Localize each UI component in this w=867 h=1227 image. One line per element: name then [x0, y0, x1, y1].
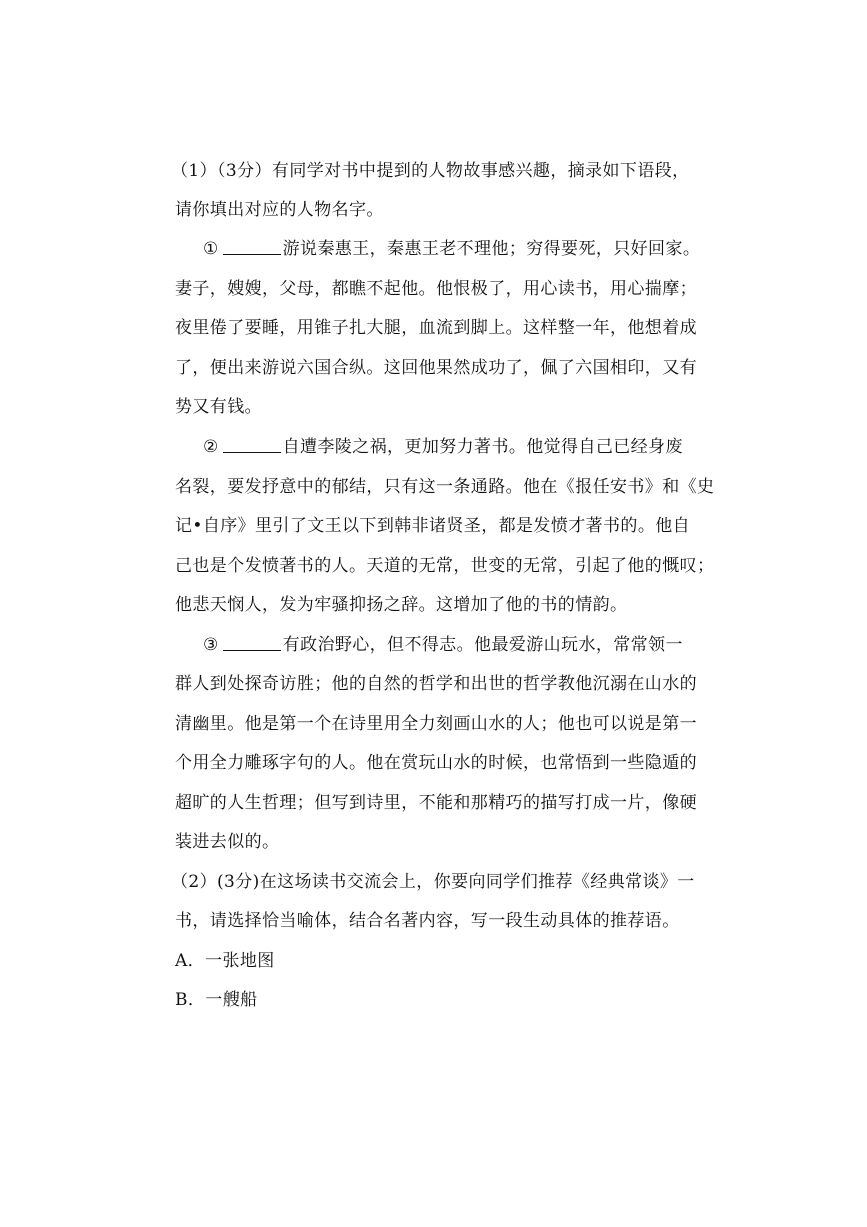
passage-1-line: 了，便出来游说六国合纵。这回他果然成功了，佩了六国相印，又有 — [175, 358, 697, 378]
q2-option-a: A．一张地图 — [175, 951, 275, 971]
answer-blank-2[interactable] — [223, 436, 281, 453]
q2-prompt-line2: 书，请选择恰当喻体，结合名著内容，写一段生动具体的推荐语。 — [175, 911, 680, 931]
passage-3-line: 超旷的人生哲理；但写到诗里，不能和那精巧的描写打成一片，像硬 — [175, 793, 697, 813]
q1-intro-line1: （1）（3分）有同学对书中提到的人物故事感兴趣，摘录如下语段， — [171, 161, 690, 181]
answer-blank-1[interactable] — [223, 238, 281, 255]
passage-2-line: 他悲天悯人，发为牢骚抑扬之辞。这增加了他的书的情韵。 — [175, 595, 628, 615]
passage-3-first-line — [203, 634, 683, 656]
passage-2-marker: ② — [203, 437, 219, 457]
passage-3-text: 有政治野心，但不得志。他最爱游山玩水，常常领一 — [282, 635, 683, 655]
passage-3-line: 装进去似的。 — [175, 832, 280, 852]
q2-option-b: B．一艘船 — [175, 990, 258, 1010]
passage-2-line: 记•自序》里引了文王以下到韩非诸贤圣，都是发愤才著书的。他自 — [175, 516, 691, 536]
passage-1-line: 势又有钱。 — [175, 397, 262, 417]
passage-2-text: 自遭李陵之祸，更加努力著书。他觉得自己已经身废 — [282, 437, 683, 457]
passage-3-line: 清幽里。他是第一个在诗里用全力刻画山水的人；他也可以说是第一 — [175, 714, 697, 734]
passage-2-first-line — [203, 436, 683, 458]
passage-2-line: 己也是个发愤著书的人。天道的无常，世变的无常，引起了他的慨叹； — [175, 556, 715, 576]
q1-intro-line2: 请你填出对应的人物名字。 — [175, 200, 384, 220]
passage-1-line: 妻子，嫂嫂，父母，都瞧不起他。他恨极了，用心读书，用心揣摩； — [175, 279, 697, 299]
passage-1-line: 夜里倦了要睡，用锥子扎大腿，血流到脚上。这样整一年，他想着成 — [175, 318, 697, 338]
passage-3-line: 个用全力雕琢字句的人。他在赏玩山水的时候，也常悟到一些隐遁的 — [175, 753, 697, 773]
passage-1-marker: ① — [203, 239, 219, 259]
passage-2-line: 名裂，要发抒意中的郁结，只有这一条通路。他在《报任安书》和《史 — [175, 477, 715, 497]
passage-1-text: 游说秦惠王，秦惠王老不理他；穷得要死，只好回家。 — [282, 239, 701, 259]
passage-3-marker: ③ — [203, 635, 219, 655]
q2-prompt-line1: （2）(3分)在这场读书交流会上，你要向同学们推荐《经典常谈》一 — [171, 872, 695, 892]
passage-1-first-line — [203, 238, 700, 260]
passage-3-line: 群人到处探奇访胜；他的自然的哲学和出世的哲学教他沉溺在山水的 — [175, 674, 697, 694]
answer-blank-3[interactable] — [223, 634, 281, 651]
